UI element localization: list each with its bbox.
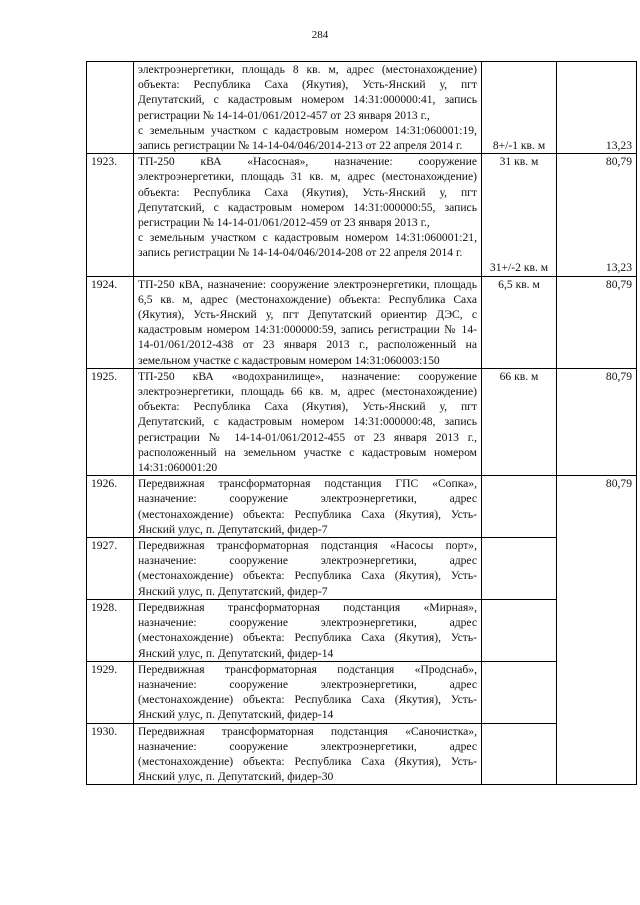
object-value <box>557 154 637 276</box>
object-area <box>482 538 557 600</box>
row-number: 1928. <box>87 599 134 661</box>
land-area-value: 8+/-1 кв. м <box>492 139 546 152</box>
object-area: 66 кв. м <box>482 368 557 475</box>
row-number: 1927. <box>87 538 134 600</box>
row-number <box>87 62 134 154</box>
object-description: ТП-250 кВА «водохранилище», назначение: сооружение электроэнергетики, площадь 66 кв. м, адрес (местонахождение) объекта: Республика Саха (Якутия), Усть-Янский у, пгт Депутатский, с кадастровым номером 14:31:000000:48, запись регистрации № 14-14-01/061/2012-455 от 23 января 2013 г., расположенный на земельном участке с кадастровым номером 14:31:060001:20 <box>134 368 482 475</box>
row-number: 1930. <box>87 723 134 785</box>
object-value: 80,79 <box>557 276 637 368</box>
table-row <box>87 368 637 475</box>
object-description: Передвижная трансформаторная подстанция «Насосы порт», назначение: сооружение электроэнергетики, адрес (местонахождение) объекта: Республика Саха (Якутия), Усть-Янский улус, п. Депутатский, фидер-7 <box>134 538 482 600</box>
page-number: 284 <box>311 29 329 41</box>
table-row <box>87 476 637 538</box>
property-registry-table <box>86 61 637 785</box>
table-row <box>87 62 637 154</box>
object-area <box>482 723 557 785</box>
object-description: ТП-250 кВА, назначение: сооружение электроэнергетики, площадь 6,5 кв. м, адрес (местонахождение) объекта: Республика Саха (Якутия), Усть-Янский у, пгт Депутатский ориентир ДЭС, с кадастровым номером 14:31:000000:59, запись регистрации № 14-14-01/061/2012-438 от 23 января 2013 г., расположенный на земельном участке с кадастровым номером 14:31:060003:150 <box>134 276 482 368</box>
object-value: 80,79 <box>557 368 637 475</box>
table-row <box>87 276 637 368</box>
row-number: 1929. <box>87 661 134 723</box>
object-description <box>134 62 482 154</box>
row-number: 1926. <box>87 476 134 538</box>
object-area <box>482 599 557 661</box>
object-value <box>557 62 637 154</box>
object-description: Передвижная трансформаторная подстанция «Продснаб», назначение: сооружение электроэнергетики, адрес (местонахождение) объекта: Республика Саха (Якутия), Усть-Янский улус, п. Депутатский, фидер-14 <box>134 661 482 723</box>
object-description: Передвижная трансформаторная подстанция «Мирная», назначение: сооружение электроэнергетики, адрес (местонахождение) объекта: Республика Саха (Якутия), Усть-Янский улус, п. Депутатский, фидер-14 <box>134 599 482 661</box>
table-row <box>87 154 637 276</box>
table-row <box>87 599 637 661</box>
object-description <box>134 154 482 276</box>
land-area-value: 31+/-2 кв. м <box>489 261 549 275</box>
table-row <box>87 723 637 785</box>
description-text: электроэнергетики, площадь 8 кв. м, адрес (местонахождение) объекта: Республика Саха (Якутия), Усть-Янский у, пгт Депутатский, с кадастровым номером 14:31:000000:41, запись регистрации № 14-14-01/061/2012-457 от 23 января 2013 г., <box>138 63 477 122</box>
table-row <box>87 538 637 600</box>
price-value: 80,79 <box>605 155 632 169</box>
object-area <box>482 476 557 538</box>
object-area <box>482 154 557 276</box>
object-value: 80,79 <box>557 476 637 785</box>
table-row <box>87 661 637 723</box>
land-price-value: 13,23 <box>605 261 632 275</box>
object-description: Передвижная трансформаторная подстанция ГПС «Сопка», назначение: сооружение электроэнергетики, адрес (местонахождение) объекта: Республика Саха (Якутия), Усть-Янский улус, п. Депутатский, фидер-7 <box>134 476 482 538</box>
description-text: ТП-250 кВА «Насосная», назначение: сооружение электроэнергетики, площадь 31 кв. м, адрес (местонахождение) объекта: Республика Саха (Якутия), Усть-Янский у, пгт Депутатский, с кадастровым номером 14:31:000000:55, запись регистрации № 14-14-01/061/2012-459 от 23 января 2013 г., <box>138 155 477 230</box>
row-number: 1925. <box>87 368 134 475</box>
object-description: Передвижная трансформаторная подстанция «Саночистка», назначение: сооружение электроэнергетики, адрес (местонахождение) объекта: Республика Саха (Якутия), Усть-Янский улус, п. Депутатский, фидер-30 <box>134 723 482 785</box>
land-plot-text: с земельным участком с кадастровым номером 14:31:060001:19, запись регистрации № 14-14-04/046/2014-213 от 22 апреля 2014 г. <box>138 123 477 153</box>
row-number: 1924. <box>87 276 134 368</box>
object-area <box>482 661 557 723</box>
row-number: 1923. <box>87 154 134 276</box>
object-area <box>482 62 557 154</box>
land-price-value: 13,23 <box>605 139 632 152</box>
object-area: 6,5 кв. м <box>482 276 557 368</box>
area-value: 31 кв. м <box>499 155 539 169</box>
land-plot-text: с земельным участком с кадастровым номером 14:31:060001:21, запись регистрации № 14-14-04/046/2014-208 от 22 апреля 2014 г. <box>138 231 477 260</box>
